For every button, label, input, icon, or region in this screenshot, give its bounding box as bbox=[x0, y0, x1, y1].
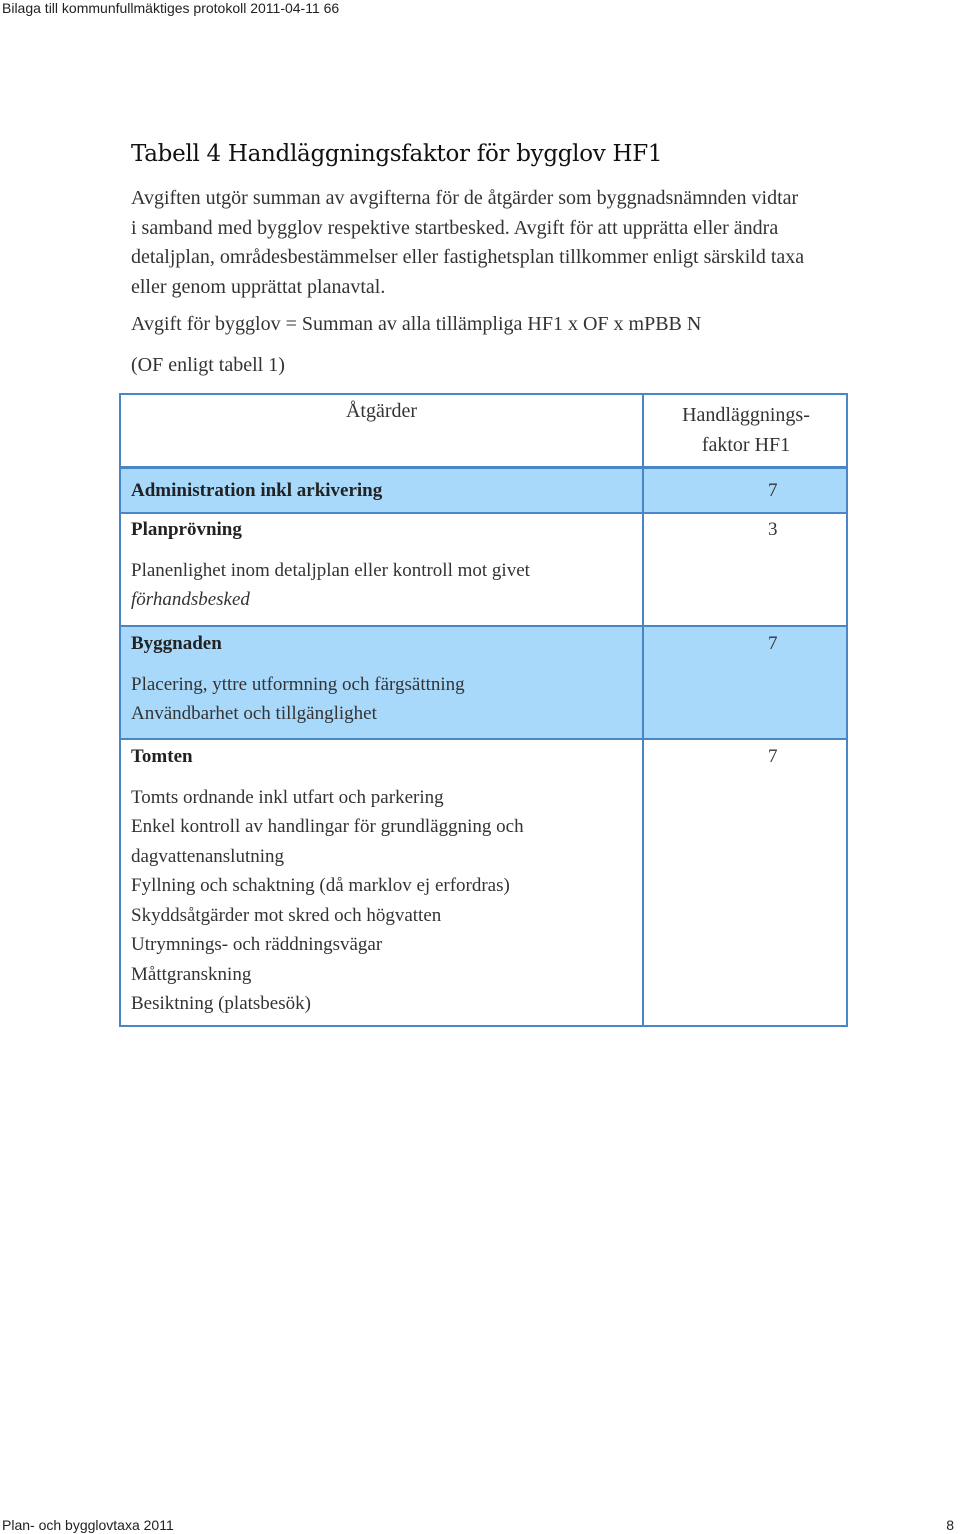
column-header-factor-line2: faktor HF1 bbox=[701, 434, 791, 456]
row-divider bbox=[121, 738, 846, 740]
intro-paragraph bbox=[131, 184, 931, 302]
row-line: Besiktning (platsbesök) bbox=[131, 993, 311, 1014]
table-row-byggnaden bbox=[121, 626, 846, 739]
row-line-italic: förhandsbesked bbox=[131, 589, 250, 610]
page-number: 8 bbox=[946, 1517, 954, 1533]
page-header: Bilaga till kommunfullmäktiges protokoll 2011-04-11 66 bbox=[2, 0, 340, 16]
column-header-atgarder: Åtgärder bbox=[345, 400, 418, 422]
intro-line: Avgiften utgör summan av avgifterna för de åtgärder som byggnadsnämnden vidtar bbox=[131, 187, 799, 209]
row-head: Tomten bbox=[131, 746, 193, 767]
table-row-administration bbox=[121, 469, 846, 513]
row-head: Byggnaden bbox=[131, 633, 222, 654]
fee-formula: Avgift för bygglov = Summan av alla tillämpliga HF1 x OF x mPBB N bbox=[131, 313, 702, 335]
row-value: 7 bbox=[768, 633, 778, 654]
row-line: Planenlighet inom detaljplan eller kontroll mot givet bbox=[131, 559, 530, 581]
row-line: Enkel kontroll av handlingar för grundläggning och bbox=[131, 816, 524, 837]
intro-line: detaljplan, områdesbestämmelser eller fastighetsplan tillkommer enligt särskild taxa bbox=[131, 246, 805, 268]
row-divider bbox=[121, 512, 846, 514]
intro-line: i samband med bygglov respektive startbesked. Avgift för att upprätta eller ändra bbox=[131, 216, 779, 239]
table-row-tomten bbox=[121, 739, 846, 1025]
column-divider bbox=[642, 395, 644, 1025]
row-value: 3 bbox=[768, 519, 778, 540]
row-divider bbox=[121, 625, 846, 627]
row-head: Administration inkl arkivering bbox=[131, 480, 383, 501]
row-line: Skyddsåtgärder mot skred och högvatten bbox=[131, 904, 442, 926]
row-line: Fyllning och schaktning (då marklov ej erfordras) bbox=[131, 875, 510, 896]
row-line: dagvattenanslutning bbox=[131, 845, 285, 867]
column-header-factor-line1: Handläggnings- bbox=[682, 404, 810, 426]
column-header-factor bbox=[644, 395, 848, 460]
handling-factor-table bbox=[119, 393, 848, 1027]
row-line: Tomts ordnande inkl utfart och parkering bbox=[131, 786, 444, 808]
row-value: 7 bbox=[768, 480, 778, 501]
row-line: Måttgranskning bbox=[131, 963, 252, 985]
row-line: Placering, yttre utformning och färgsättning bbox=[131, 673, 465, 695]
of-note: (OF enligt tabell 1) bbox=[131, 354, 285, 376]
row-head: Planprövning bbox=[131, 519, 242, 540]
row-value: 7 bbox=[768, 746, 778, 767]
row-line: Användbarhet och tillgänglighet bbox=[131, 703, 377, 724]
intro-line: eller genom upprättat planavtal. bbox=[131, 275, 386, 298]
table-row-planprovning bbox=[121, 513, 846, 626]
table-title: Tabell 4 Handläggningsfaktor för bygglov HF1 bbox=[131, 141, 663, 167]
page-footer-title: Plan- och bygglovtaxa 2011 bbox=[2, 1517, 174, 1533]
row-line: Utrymnings- och räddningsvägar bbox=[131, 934, 383, 955]
header-divider bbox=[121, 466, 846, 469]
